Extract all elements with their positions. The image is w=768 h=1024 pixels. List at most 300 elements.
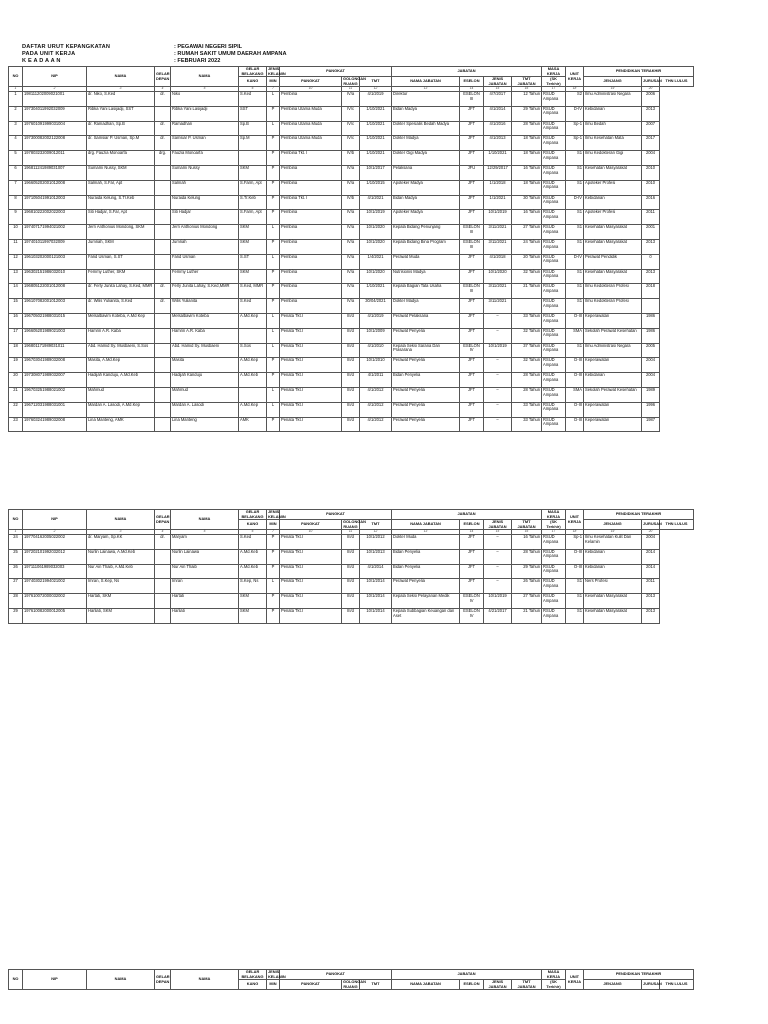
table-row [9, 225, 694, 240]
table-cell: RSUD Ampana [542, 549, 566, 564]
table-cell: 1/10/2021 [360, 136, 392, 151]
table-cell: Kesehatan Masyarakat [584, 225, 642, 240]
header-jenjang: JENJANG [584, 980, 642, 990]
table-cell: P [267, 210, 280, 225]
table-cell: S1 [566, 165, 584, 180]
table-cell: 16 [9, 313, 23, 328]
header-sk-terakhir: (SK Terkhir) [542, 77, 566, 87]
table-cell: Kesehatan Masyarakat [584, 239, 642, 254]
table-cell: dr. [155, 299, 171, 314]
table-cell: 1/10/2021 [360, 106, 392, 121]
table-cell: 1/10/2021 [360, 151, 392, 166]
table-cell: 25 [9, 549, 23, 564]
table-body [9, 91, 694, 431]
table-cell: – [484, 579, 512, 594]
table-cell: 197308071989032007 [23, 373, 87, 388]
column-index: 17 [542, 530, 566, 535]
column-index: 5 [171, 530, 239, 535]
table-cell: S2 [566, 91, 584, 106]
table-cell: Perawat Muda [392, 254, 460, 269]
table-cell: 196107082001012003 [23, 299, 87, 314]
table-cell: 32 Tahun [512, 328, 542, 343]
table-cell: ESELON IV [460, 594, 484, 609]
header-pangkat: PANGKAT [280, 77, 342, 87]
column-index: 6 [239, 87, 267, 92]
header-jurusan: JURUSAN [642, 520, 660, 530]
table-cell: Harliati [171, 608, 239, 623]
table-cell: S1 [566, 284, 584, 299]
table-cell: Ilmu Administrasi Negara [584, 91, 642, 106]
table-cell [155, 180, 171, 195]
table-cell [155, 402, 171, 417]
table-cell: JFT [460, 549, 484, 564]
column-index: 15 [484, 87, 512, 92]
column-index: 11 [342, 87, 360, 92]
header-kang: KANG [239, 520, 267, 530]
header-jenis-jabatan: JENIS JABATAN [484, 77, 512, 87]
table-cell: JFT [460, 254, 484, 269]
table-cell: dr. Niko, S.Ked [87, 91, 155, 106]
table-cell: RSUD Ampana [542, 299, 566, 314]
header-value: : PEGAWAI NEGERI SIPIL [174, 44, 243, 50]
table-cell: JFT [460, 534, 484, 549]
table-cell: 20 Tahun [512, 254, 542, 269]
table-cell: 2004 [642, 534, 660, 549]
table-cell [239, 328, 267, 343]
column-index: 12 [360, 87, 392, 92]
table-cell: JFT [460, 210, 484, 225]
header-eselon: ESELON [460, 77, 484, 87]
table-cell: 2013 [642, 594, 660, 609]
table-cell: 10/1/2009 [360, 328, 392, 343]
table-cell: 1/10/2015 [360, 180, 392, 195]
table-body [9, 534, 694, 623]
header-min: MIN [267, 77, 280, 87]
table-cell: Jumriah, SKM [87, 239, 155, 254]
table-cell: P [267, 106, 280, 121]
table-cell: Perawat Penyelia [392, 417, 460, 432]
column-index: 18 [566, 87, 584, 92]
table-row [9, 151, 694, 166]
table-cell: JFT [460, 373, 484, 388]
table-cell: Ilmu Administrasi Negara [584, 343, 642, 358]
header-jurusan: JURUSAN [642, 77, 660, 87]
table-cell: – [484, 549, 512, 564]
table-cell: ESELON IV [460, 608, 484, 623]
table-cell: 3/11/2021 [484, 239, 512, 254]
table-cell: 28 [9, 594, 23, 609]
table-cell: III/d [342, 564, 360, 579]
table-cell: 196805122001012008 [23, 284, 87, 299]
table-row [9, 313, 694, 328]
table-cell: Abd. Hamid Sy. Musbaeni, S.Sos [87, 343, 155, 358]
header-nama-2: NAMA [171, 67, 239, 87]
header-row [9, 970, 694, 980]
header-tmt-jabatan: TMT JABATAN [512, 980, 542, 990]
table-cell: – [484, 387, 512, 402]
table-cell: 10/1/2014 [360, 579, 392, 594]
table-cell [155, 343, 171, 358]
table-cell: 3/11/2021 [484, 299, 512, 314]
table-cell: 4/1/2014 [484, 106, 512, 121]
table-cell: III/d [342, 594, 360, 609]
table-cell: dr. Wilis Yulianita, S.Ked [87, 299, 155, 314]
table-cell [155, 225, 171, 240]
table-cell: 2005 [642, 343, 660, 358]
table-cell: Nurlin Lainawa [171, 549, 239, 564]
table-cell: Ribka Yani Lasijadji [171, 106, 239, 121]
table-cell: Penata Tkt.I [280, 549, 342, 564]
table-cell: 5 [9, 151, 23, 166]
table-cell: SKM [239, 225, 267, 240]
table-cell: 29 Tahun [512, 106, 542, 121]
table-cell [155, 254, 171, 269]
table-cell: P [267, 151, 280, 166]
table-row [9, 594, 694, 609]
table-cell: SKM [239, 594, 267, 609]
table-cell: 1996 [642, 402, 660, 417]
table-cell: 2011 [642, 579, 660, 594]
table-row [9, 608, 694, 623]
table-cell: Femmy Luther [171, 269, 239, 284]
table-cell: Kepala Bidang Bina Program [392, 239, 460, 254]
table-cell: 28 Tahun [512, 549, 542, 564]
table-cell: Jerri Anthonius Mondong [171, 225, 239, 240]
table-cell: RSUD Ampana [542, 328, 566, 343]
table-cell [155, 269, 171, 284]
table-cell: 23 [9, 417, 23, 432]
table-cell: ESELON III [460, 284, 484, 299]
header-golru: GOLONGAN RUANG [343, 979, 366, 989]
table-cell: 2017 [642, 136, 660, 151]
table-cell: 13 [9, 269, 23, 284]
table-cell: 11 [9, 239, 23, 254]
table-cell: dr. Ferly Junita Lahay, S.Ked, MMR [87, 284, 155, 299]
table-cell: L [267, 402, 280, 417]
table-cell: RSUD Ampana [542, 106, 566, 121]
table-row [9, 387, 694, 402]
table-cell [155, 313, 171, 328]
header-thn-lulus: THN LULUS [660, 520, 694, 530]
table-cell: – [484, 402, 512, 417]
table-cell: 4/1/2013 [484, 136, 512, 151]
table-cell: L [267, 313, 280, 328]
table-cell: Mahmud [171, 387, 239, 402]
table-cell: Pembina [280, 269, 342, 284]
table-cell: 10/1/2010 [360, 358, 392, 373]
table-cell: 26 [9, 564, 23, 579]
table-cell: Mahmud [87, 387, 155, 402]
table-cell: Penata Tkt.I [280, 373, 342, 388]
table-cell: Apoteker Madya [392, 180, 460, 195]
column-index: 7 [267, 87, 280, 92]
column-index: 6 [239, 530, 267, 535]
table-cell: L [267, 91, 280, 106]
header-no: NO [9, 510, 23, 530]
table-cell: 4/1/2012 [360, 402, 392, 417]
table-cell: Nuraida Kelung, S.Tr.Keb [87, 195, 155, 210]
table-cell: 12 [9, 254, 23, 269]
table-cell [155, 373, 171, 388]
table-cell: Penata Tkt.I [280, 608, 342, 623]
table-cell: dr. [155, 91, 171, 106]
header-pangkat-group: PANGKAT [280, 510, 392, 520]
table-cell: dr. [155, 136, 171, 151]
column-index: 3 [87, 530, 155, 535]
table-cell: 24 [9, 534, 23, 549]
table-cell: RSUD Ampana [542, 254, 566, 269]
table-cell: Kepala Subbagian Keuangan dan Aset [392, 608, 460, 623]
table-cell: 2014 [642, 549, 660, 564]
column-index: 19 [584, 530, 642, 535]
column-index: 5 [171, 87, 239, 92]
table-cell: 28 Tahun [512, 121, 542, 136]
table-cell: Kesehatan Masyarakat [584, 165, 642, 180]
table-cell: Kepala Bagian Tata Usaha [392, 284, 460, 299]
table-cell: Sp-1 [566, 534, 584, 549]
table-cell: Keperawatan [584, 313, 642, 328]
table-cell: RSUD Ampana [542, 195, 566, 210]
table-cell: S.Tr.Keb [239, 195, 267, 210]
table-cell: Ilmu Kedokteran Profesi [584, 299, 642, 314]
table-cell: 4/1/2014 [360, 564, 392, 579]
header-nama-2: NAMA [171, 510, 239, 530]
column-index: 13 [392, 87, 460, 92]
table-cell: IV/c [342, 136, 360, 151]
table-cell: 197401011997032009 [23, 239, 87, 254]
table-cell: P [267, 299, 280, 314]
table-cell: 10/1/2013 [360, 549, 392, 564]
table-cell: Penata Tkt.I [280, 579, 342, 594]
table-cell: RSUD Ampana [542, 180, 566, 195]
table-cell: JFT [460, 299, 484, 314]
table-cell: dr. Samsiar P. Usman, Sp.M [87, 136, 155, 151]
column-index: 13 [392, 530, 460, 535]
header-jenjang: JENJANG [584, 77, 642, 87]
table-cell: III/d [342, 417, 360, 432]
table-cell: Abd. Hamid Sy. Musbaeni [171, 343, 239, 358]
table-cell: 33 Tahun [512, 402, 542, 417]
table-cell: Pembina Utama Muda [280, 106, 342, 121]
table-cell: P [267, 269, 280, 284]
column-index: 2 [23, 87, 87, 92]
table-cell: 2014 [642, 564, 660, 579]
table-cell: S.Sos [239, 343, 267, 358]
table-cell: 10/1/2020 [360, 269, 392, 284]
table-cell: JFT [460, 328, 484, 343]
table-cell: 16 Tahun [512, 165, 542, 180]
header-pangkat-group: PANGKAT [280, 970, 392, 980]
table-cell: P [267, 608, 280, 623]
table-cell: IV/a [342, 269, 360, 284]
table-cell: Ilmu Kedokteran Gigi [584, 151, 642, 166]
table-cell: Ners Profesi [584, 579, 642, 594]
table-cell: Pembina [280, 254, 342, 269]
table-cell: S1 [566, 180, 584, 195]
table-cell: RSUD Ampana [542, 269, 566, 284]
table-cell: JFT [460, 417, 484, 432]
table-cell: 2 [9, 106, 23, 121]
table-cell: JFT [460, 402, 484, 417]
column-index: 2 [23, 530, 87, 535]
table-cell: 1/4/2021 [360, 254, 392, 269]
table-cell: IV/a [342, 210, 360, 225]
table-cell: Fauzia Monoarfa [171, 151, 239, 166]
table-cell: Pembina [280, 180, 342, 195]
table-cell: Bidan Madya [392, 195, 460, 210]
table-cell: JFT [460, 106, 484, 121]
table-cell: D-IV [566, 254, 584, 269]
table-cell: Nur Ain Thaib [171, 564, 239, 579]
column-index: 20 [642, 530, 660, 535]
table-cell: 21 Tahun [512, 608, 542, 623]
table-cell: RSUD Ampana [542, 358, 566, 373]
table-cell: IV/a [342, 180, 360, 195]
table-cell: P [267, 594, 280, 609]
table-cell: Penata Tkt.I [280, 564, 342, 579]
table-cell: 0 [642, 254, 660, 269]
table-cell: 4/21/2017 [484, 608, 512, 623]
table-cell [155, 549, 171, 564]
table-cell: RSUD Ampana [542, 594, 566, 609]
table-cell: 2011 [642, 210, 660, 225]
table-cell: P [267, 284, 280, 299]
table-cell: 14 [9, 284, 23, 299]
table-row [9, 328, 694, 343]
table-cell: 2006 [642, 91, 660, 106]
table-cell: Kesehatan Masyarakat [584, 594, 642, 609]
table-cell: Bidan Penyelia [392, 373, 460, 388]
table-cell: Salmah [171, 180, 239, 195]
table-cell: 18 Tahun [512, 136, 542, 151]
table-cell: A.Md.Kep [239, 358, 267, 373]
table-row [9, 534, 694, 549]
table-cell: S1 [566, 299, 584, 314]
table-header [9, 970, 694, 990]
table-cell: Ribka Yani Lasijadji, SST [87, 106, 155, 121]
table-cell: 197603241989032008 [23, 417, 87, 432]
table-cell: Masita [171, 358, 239, 373]
table-cell: 4/1/2010 [360, 343, 392, 358]
table-cell: 4/1/2019 [360, 91, 392, 106]
table-cell [155, 594, 171, 609]
table-cell: S.Ked [239, 91, 267, 106]
header-jabatan-group: JABATAN [392, 510, 542, 520]
table-cell: Ilmu Bedah [584, 121, 642, 136]
table-cell: Penata Tkt.I [280, 402, 342, 417]
table-cell: Dokter Madya [392, 299, 460, 314]
column-index: 19 [584, 87, 642, 92]
header-jenjang: JENJANG [584, 520, 642, 530]
column-index: 14 [460, 530, 484, 535]
table-cell: JFT [460, 151, 484, 166]
table-cell: JFT [460, 313, 484, 328]
table-cell: 2013 [642, 239, 660, 254]
table-cell [155, 579, 171, 594]
table-cell: dr. [155, 534, 171, 549]
table-row [9, 165, 694, 180]
column-index: 14 [460, 87, 484, 92]
header-nip: NIP [23, 970, 87, 990]
column-index: 1 [9, 530, 23, 535]
header-label: K E A D A A N [22, 57, 61, 64]
header-nip: NIP [23, 67, 87, 87]
table-cell: 26 Tahun [512, 579, 542, 594]
table-cell: Sp-1 [566, 121, 584, 136]
table-cell: IV/a [342, 225, 360, 240]
table-cell: 197304011992032009 [23, 106, 87, 121]
table-cell: 1989 [642, 387, 660, 402]
table-cell: Niko [171, 91, 239, 106]
table-cell: Pembina Tkt. I [280, 195, 342, 210]
table-cell: Hartati [171, 594, 239, 609]
header-eselon: ESELON [460, 520, 484, 530]
table-cell: Penata Tkt.I [280, 313, 342, 328]
table-row [9, 417, 694, 432]
table-cell: Perawat Penyelia [392, 387, 460, 402]
table-cell: 1986 [642, 313, 660, 328]
table-cell: Lina Manteng [171, 417, 239, 432]
table-cell: 12/29/2017 [484, 165, 512, 180]
table-cell: dr. [155, 121, 171, 136]
header-row [9, 510, 694, 520]
table-cell: 196103202000121003 [23, 254, 87, 269]
header-min: MIN [267, 520, 280, 530]
table-cell: 1/10/2021 [360, 121, 392, 136]
header-no: NO [9, 67, 23, 87]
table-cell: A.Md.Keb [239, 373, 267, 388]
header-tmt: TMT [360, 980, 392, 990]
table-cell: AMK [239, 417, 267, 432]
table-cell: 15 [9, 299, 23, 314]
table-cell: IV/b [342, 195, 360, 210]
table-cell: 10/1/2014 [360, 594, 392, 609]
column-index: 4 [155, 530, 171, 535]
table-cell: S1 [566, 343, 584, 358]
personnel-table-page-1 [8, 66, 694, 432]
table-cell: 1986 [642, 328, 660, 343]
table-cell: – [484, 564, 512, 579]
table-row [9, 136, 694, 151]
header-nip: NIP [23, 510, 87, 530]
header-label: PADA UNIT KERJA [22, 50, 76, 57]
table-cell: Farid Usman [171, 254, 239, 269]
table-cell: 2004 [642, 151, 660, 166]
table-cell: Jumriah [171, 239, 239, 254]
table-cell: D-III [566, 549, 584, 564]
table-cell: 33 Tahun [512, 417, 542, 432]
header-row [9, 67, 694, 77]
table-cell: Kepala Seksi Sarana Dan Prasarana [392, 343, 460, 358]
table-cell: Bidan Madya [392, 106, 460, 121]
table-cell: P [267, 180, 280, 195]
header-thn-lulus: THN LULUS [660, 980, 694, 990]
table-cell: IV/a [342, 254, 360, 269]
table-cell: Hartati, SKM [87, 594, 155, 609]
personnel-table-page-2 [8, 509, 694, 624]
table-row [9, 254, 694, 269]
table-cell: 10/1/2014 [360, 608, 392, 623]
table-cell: Kebidanan [584, 373, 642, 388]
table-cell: – [484, 358, 512, 373]
table-cell: RSUD Ampana [542, 210, 566, 225]
header-jenis-kelamin: JENIS KELAMIN [268, 969, 286, 979]
table-cell: Penata Tkt.I [280, 594, 342, 609]
table-cell: 196811241989031007 [23, 165, 87, 180]
table-cell: S.Ked [239, 299, 267, 314]
table-cell: III/d [342, 358, 360, 373]
table-cell: 22 [9, 402, 23, 417]
